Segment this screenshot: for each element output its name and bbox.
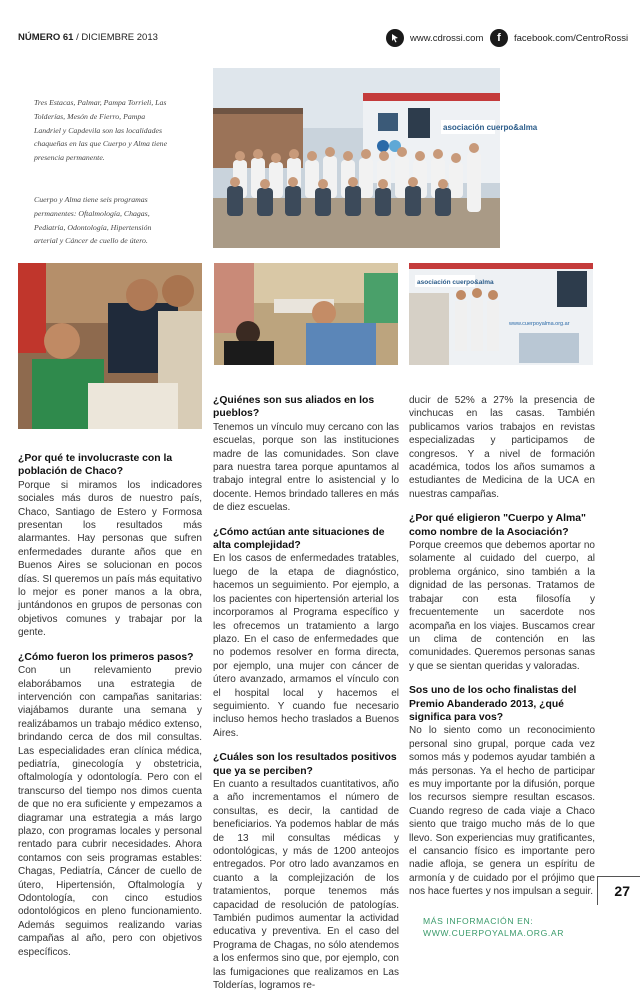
facebook-icon: f xyxy=(490,29,508,47)
website-link[interactable] xyxy=(386,29,483,47)
answer-allies: Tenemos un vínculo muy cercano con las escuelas, porque son las instituciones madre de las comunidades. Son clave para nuestra tarea porque apuntamos al trabajo integral entre lo asistencial y lo docente. Hemos brindado talleres en más de diez escuelas. xyxy=(213,421,399,514)
answer-results-continued: ducir de 52% a 27% la presencia de vinchucas en las casas. También publicamos varios trabajos en revistas especializadas y participamos de congresos. Y a nivel de formación académica, todos los años sumamos a estudiantes de Medicina de la UCA en nuestras campañas. xyxy=(409,395,595,500)
photo-truck-team xyxy=(409,263,593,365)
answer-first-steps: Con un relevamiento previo elaborábamos una estrategia de intervención con campañas sanitarias: viajábamos durante una semana y realizábamos un trabajo médico extenso, brindando cerca de dos mil consultas. Las especialidades eran clínica médica, pediatría, ginecología y obstetricia, oftalmología y odontología. Pero con el transcurso del tiempo nos dimos cuenta de que no era suficiente y empezamos a diagramar una estrategia a más largo plazo, con programas locales y personal rentado para cubrir necesidades. Ahora contamos con seis programas estables: Chagas, Pediatría, Cáncer de cuello de útero, Hipertensión, Oftalmología y Odontología, con cinco estudios odontológicos en pleno funcionamiento. Además seguimos realizando varias campañas al año, pero con objetivos específicos. xyxy=(18,665,202,958)
page-number: 27 xyxy=(614,883,630,899)
question-results: ¿Cuáles son los resultados positivos que ya se perciben? xyxy=(213,752,397,777)
answer-name: Porque creemos que debemos aportar no solamente al cuidado del cuerpo, al problema orgánico, sino también a la dignidad de las personas. Tratamos de trabajar con esta filosofía y frecuentemente un sacerdote nos acompaña en los viajes. Buscamos crear un clima de contención en las comunidades. Queremos personas sanas y que se sientan queridas y valoradas. xyxy=(409,540,595,672)
photo-captions xyxy=(34,96,172,276)
caption-programs: Cuerpo y Alma tiene seis programas permanentes: Oftalmología, Chagas, Pediatría, Odontología, Hipertensión arterial y Cáncer de cuello de útero. xyxy=(34,194,152,246)
photo-consultation xyxy=(214,263,398,365)
question-name: ¿Por qué eligieron "Cuerpo y Alma" como nombre de la Asociación? xyxy=(409,513,586,538)
question-first-steps: ¿Cómo fueron los primeros pasos? xyxy=(18,651,194,663)
answer-chaco: Porque si miramos los indicadores sociales más duros de nuestro país, Chaco, Santiago de Estero y Formosa presentan los resultados más alarmantes. Hay personas que sufren enfermedades durante años que en Buenos Aires se solucionan en pocos días. SI queremos un país más equitativo lo mejor es poner manos a la obra, juntándonos en grupos de personas con objetivos comunes y trabajar por la gente. xyxy=(18,479,202,639)
question-allies: ¿Quiénes son sus aliados en los pueblos? xyxy=(213,395,375,420)
truck-logo-small: asociación cuerpo&alma xyxy=(417,279,494,286)
website-url: www.cdrossi.com xyxy=(410,32,484,44)
more-info-label: MÁS INFORMACIÓN EN: xyxy=(423,915,534,926)
answer-award: No lo siento como un reconocimiento personal sino grupal, porque cada vez somos más y podemos ayudar también a más personas. Ya el hecho de participar es muy importante por la difusión, porque los recursos siempre resultan escasos. Cuando regreso de cada viaje a Chaco siento que traigo mucho más de lo que llevo. Son experiencias muy gratificantes, el cansancio físico es importante pero nadie afloja, se genera un espíritu de armonía y de cuidado por el prójimo que nos hace fuertes y nos impulsan a seguir. xyxy=(409,725,595,898)
truck-logo-text: asociación cuerpo&alma xyxy=(443,123,538,132)
facebook-url: facebook.com/CentroRossi xyxy=(514,32,629,44)
answer-complexity: En los casos de enfermedades tratables, luego de la etapa de diagnóstico, hacemos un seguimiento. Por ejemplo, a los pacientes con hipertensión arterial los incorporamos al Programa específico y les ofrecemos un tratamiento a largo plazo. En el caso de enfermedades que no podemos resolver en forma directa, por ejemplo, una mujer con cáncer de útero avanzado, armamos el vínculo con el hospital local y hacemos el seguimiento. Y cuando fue necesario incluso hemos hecho traslados a Buenos Aires. xyxy=(213,553,399,739)
question-complexity: ¿Cómo actúan ante situaciones de alta complejidad? xyxy=(213,526,385,552)
arrow-cursor-icon xyxy=(386,29,404,47)
caption-localities: Tres Estacas, Palmar, Pampa Torrieli, Las Tolderías, Mesón de Fierro, Pampa Landriel y Capdevila son las localidades chaqueñas en las que Cuerpo y Alma tiene presencia permanente. xyxy=(34,98,168,163)
article-column-2 xyxy=(213,394,399,1003)
article-column-3 xyxy=(409,394,595,939)
question-award: Sos uno de los ocho finalistas del Premio Abanderado 2013, ¿qué significa para vos? xyxy=(409,685,577,723)
more-info-url[interactable]: WWW.CUERPOYALMA.ORG.AR xyxy=(423,927,564,938)
more-info xyxy=(409,915,595,939)
group-photo xyxy=(213,68,538,248)
facebook-link[interactable] xyxy=(490,29,628,47)
article-column-1 xyxy=(18,452,202,970)
truck-url: www.cuerpoyalma.org.ar xyxy=(509,321,570,327)
answer-results: En cuanto a resultados cuantitativos, año a año incrementamos el número de consultas, es decir, la cantidad de beneficiarios. Ya podemos hablar de más de 13 mil consultas médicas y odontológicas, y más de 1200 anteojos entregados. Por otro lado avanzamos en cuanto a la complejización de los tratamientos, porque tenemos más capacidad de resolución de patologías. También pudimos aumentar la actividad educativa y preventiva. En el caso del Programa de Chagas, no sólo atendemos a los enfermos sino que, por ejemplo, con las fumigaciones que realizamos en Las Tolderías, logramos re- xyxy=(213,778,399,992)
issue-label: NÚMERO 61 / DICIEMBRE 2013 xyxy=(18,32,158,43)
page-header xyxy=(18,29,629,51)
question-chaco: ¿Por qué te involucraste con la población de Chaco? xyxy=(18,453,173,478)
photo-doctors xyxy=(18,263,202,429)
